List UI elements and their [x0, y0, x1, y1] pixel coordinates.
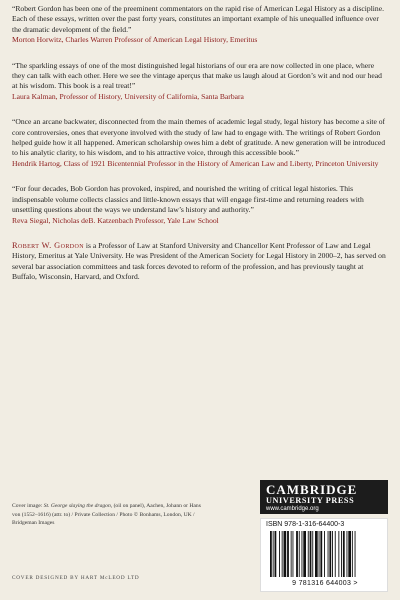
barcode-bar	[302, 531, 303, 577]
author-bio	[12, 241, 388, 283]
endorsement-horwitz	[12, 4, 388, 46]
barcode-bar	[335, 531, 336, 577]
barcode-bar	[282, 531, 283, 577]
barcode-bar	[355, 531, 356, 577]
barcode-bar	[332, 531, 333, 577]
barcode-bar	[303, 531, 306, 577]
cover-credit-rest: (oil on panel), Aachen, Johann or Hans von (1552–1616) (attr. to) / Private Collection / Photo © Bonhams, London, UK / Bridgeman Images	[12, 503, 201, 527]
publisher-subtitle: UNIVERSITY PRESS	[266, 496, 355, 505]
author-bio-text: is a Professor of Law at Stanford University and Chancellor Kent Professor of Law and Legal History, Emeritus at Yale University. He was President of the American Society for Legal History in 2000–2, has served on several bar association committees and task forces devoted to reform of the profession, and has previously taught at Buffalo, Wisconsin, Harvard, and Oxford.	[12, 240, 386, 282]
barcode-bar	[296, 531, 298, 577]
barcode-bar	[299, 531, 300, 577]
barcode-bar	[315, 531, 318, 577]
publisher-url: www.cambridge.org	[266, 506, 319, 512]
endorsement-attribution: Morton Horwitz, Charles Warren Professor of American Legal History, Emeritus	[12, 35, 258, 45]
barcode-bar	[310, 531, 312, 577]
endorsement-quote: “Once an arcane backwater, disconnected from the main themes of academic legal study, legal history has become a site of core controversies, ones that everyone involved with the study of law had to engage with. The writings of Robert Gordon helped guide how it all happened. American scholarship owes him a debt of gratitude. A new generation will be introduced to his analytic clarity, to his wisdom, and to his attractive voice, through this accessible book.”	[12, 117, 386, 158]
cover-footer	[12, 480, 388, 596]
barcode-bar	[341, 531, 342, 577]
endorsement-hartog	[12, 117, 388, 169]
barcode-bar	[270, 531, 272, 577]
cover-designer: COVER DESIGNED BY HART McLEOD LTD	[12, 575, 140, 581]
cover-credit-prefix: Cover image:	[12, 503, 44, 509]
barcode-bar	[293, 531, 294, 577]
barcode-bar	[352, 531, 353, 577]
barcode-bar	[319, 531, 320, 577]
publisher-logo	[260, 480, 388, 514]
publisher-name: CAMBRIDGE	[266, 482, 358, 497]
barcode-bars	[266, 531, 384, 579]
barcode-bar	[308, 531, 309, 577]
barcode-bar	[348, 531, 351, 577]
barcode-bar	[273, 531, 274, 577]
barcode-bar	[324, 531, 325, 577]
author-name: Robert W. Gordon	[12, 240, 84, 250]
endorsement-attribution: Laura Kalman, Professor of History, University of California, Santa Barbara	[12, 91, 244, 101]
barcode-bar	[343, 531, 345, 577]
barcode-digits: 9 781316 644003 >	[292, 580, 358, 587]
endorsement-attribution: Reva Siegal, Nicholas deB. Katzenbach Professor, Yale Law School	[12, 215, 219, 225]
isbn-label: ISBN 978-1-316-64400-3	[266, 521, 345, 528]
barcode-bar	[279, 531, 280, 577]
barcode-bar	[291, 531, 292, 577]
endorsement-siegal	[12, 184, 388, 226]
endorsement-quote: “The sparkling essays of one of the most distinguished legal historians of our era are now collected in one place, where they can talk with each other. Here we see the vintage aperçus that make us laugh aloud at Gordon’s wit and nod our head at his wisdom. This book is a real treat!”	[12, 60, 382, 91]
endorsement-quote: “Robert Gordon has been one of the preeminent commentators on the rapid rise of American Legal History as a discipline. Each of these essays, written over the past forty years, constitutes an important example of his unequalled influence over the dramatic development of the field.”	[12, 4, 384, 34]
barcode-bar	[284, 531, 287, 577]
publisher-block	[260, 480, 388, 593]
endorsement-kalman	[12, 61, 388, 103]
cover-credit-title: St. George slaying the dragon,	[43, 503, 113, 509]
endorsements	[12, 4, 388, 283]
barcode-bar	[287, 531, 289, 577]
barcode-bar	[329, 531, 331, 577]
endorsement-attribution: Hendrik Hartog, Class of 1921 Bicentennial Professor in the History of American Law and Liberty, Princeton University	[12, 158, 379, 168]
barcode-bar	[320, 531, 322, 577]
barcode-bar	[338, 531, 339, 577]
barcode-bar	[347, 531, 348, 577]
isbn-barcode	[260, 518, 388, 592]
endorsement-quote: “For four decades, Bob Gordon has provoked, inspired, and nourished the writing of critical legal histories. This indispensable volume collects classics and little-known essays that will engage first-time and returning readers with unsettling questions about the ways we understand law’s history and authority.”	[12, 184, 364, 215]
barcode-bar	[312, 531, 313, 577]
barcode-bar	[275, 531, 277, 577]
cover-image-credit	[12, 502, 202, 528]
barcode-bar	[328, 531, 329, 577]
